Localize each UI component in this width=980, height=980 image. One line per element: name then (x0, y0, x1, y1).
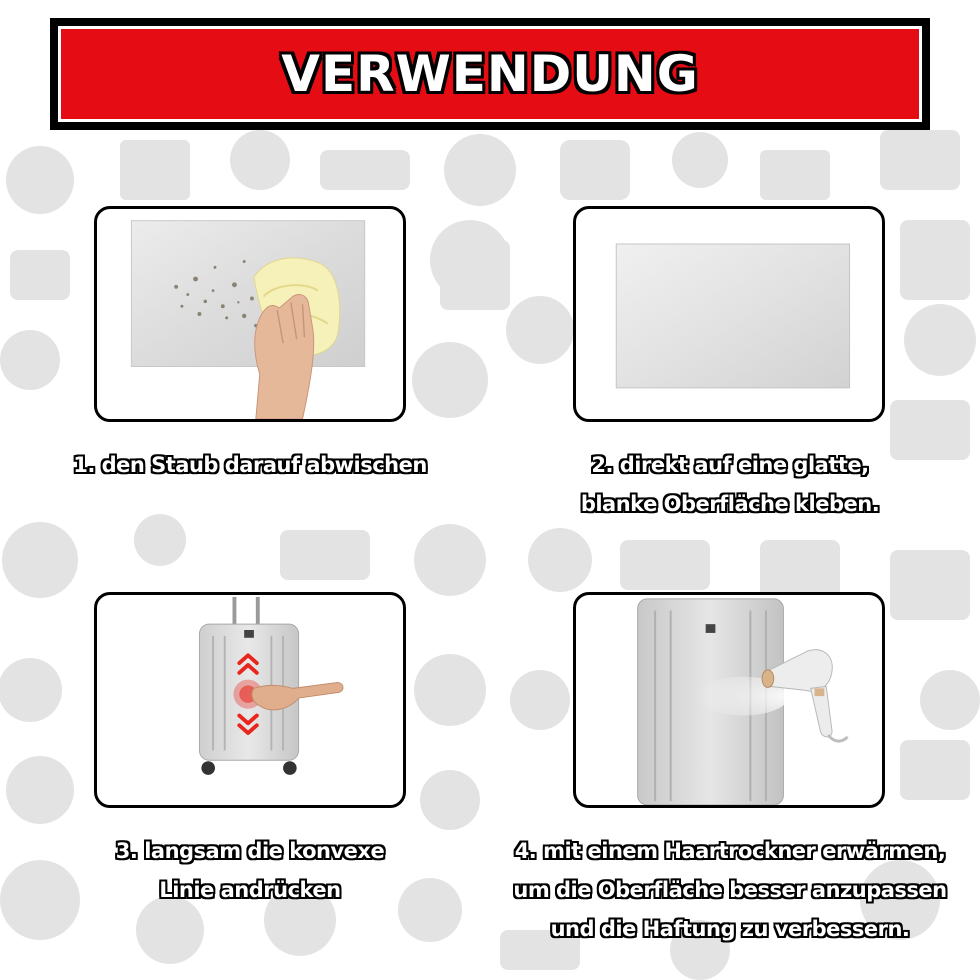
step-2-line-1: 2. direkt auf eine glatte, (591, 453, 869, 477)
step-2-caption (520, 446, 940, 524)
step-2-card (573, 206, 885, 422)
title-banner (50, 18, 930, 130)
hair-dryer-suitcase-image (576, 595, 882, 805)
step-3-line-1: 3. langsam die konvexe (115, 839, 385, 863)
pressing-suitcase-image (97, 595, 403, 805)
page-title: VERWENDUNG (281, 45, 699, 103)
smooth-surface-image (576, 209, 882, 419)
step-4-caption (488, 832, 972, 949)
wiping-surface-image (97, 209, 403, 419)
step-3-card (94, 592, 406, 808)
step-3-line-2: Linie andrücken (159, 878, 341, 902)
step-4-line-1: 4. mit einem Haartrockner erwärmen, (514, 839, 946, 863)
step-1-card (94, 206, 406, 422)
step-1-caption (40, 446, 460, 485)
title-banner-inner (58, 26, 922, 122)
step-4-line-3: und die Haftung zu verbessern. (550, 917, 910, 941)
step-1-line-1: 1. den Staub darauf abwischen (73, 453, 427, 477)
step-3-caption (40, 832, 460, 910)
step-4-card (573, 592, 885, 808)
step-2-line-2: blanke Oberfläche kleben. (580, 492, 880, 516)
step-4-line-2: um die Oberfläche besser anzupassen (513, 878, 947, 902)
